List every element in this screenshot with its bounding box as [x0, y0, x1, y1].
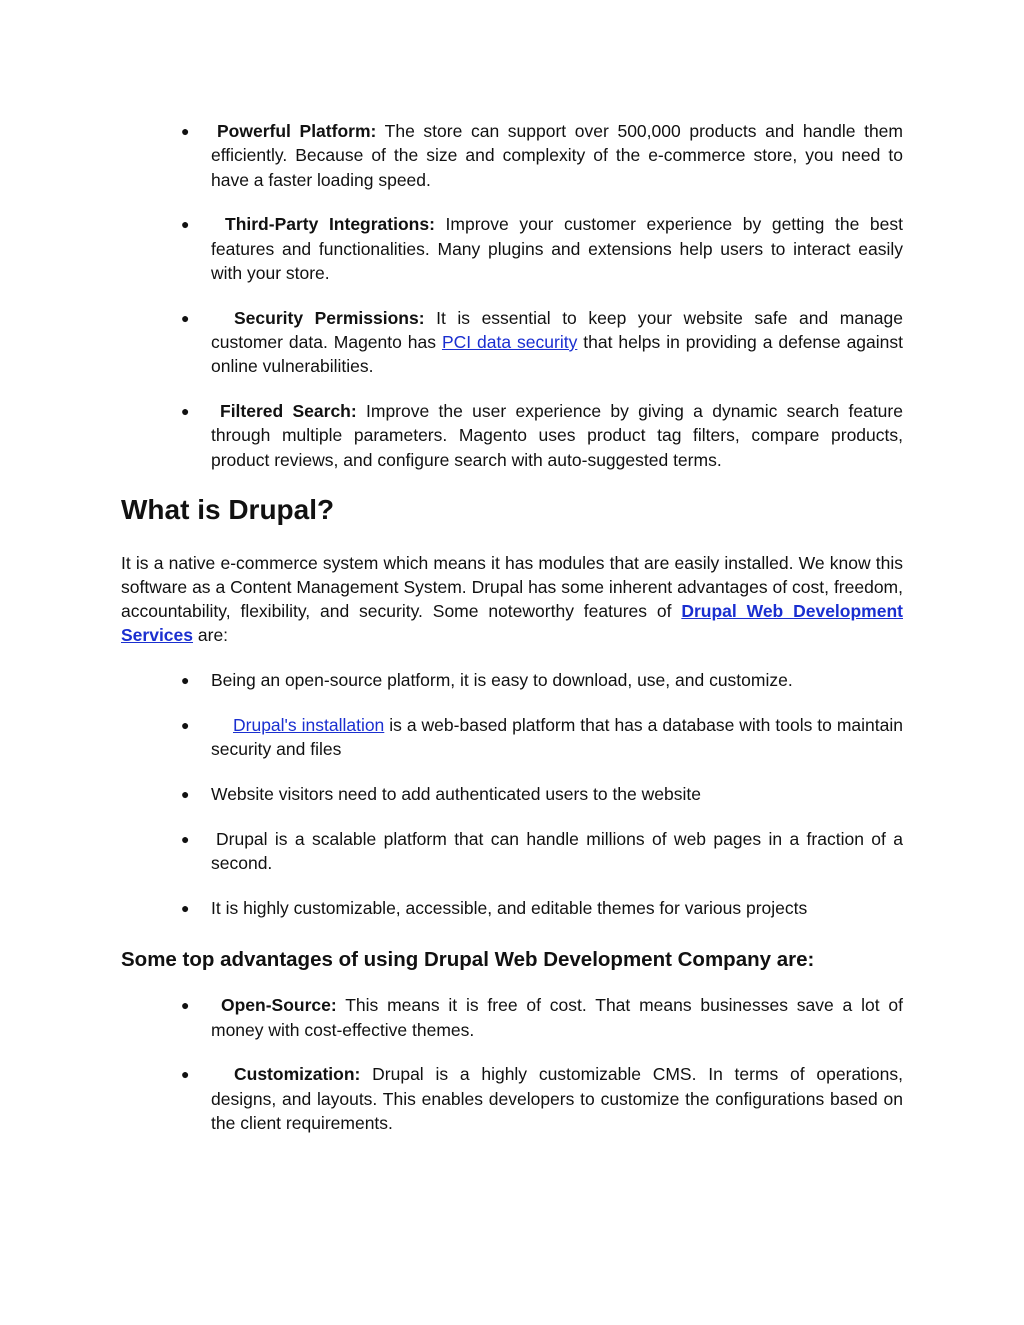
- advantage-term: Open-Source:: [221, 995, 337, 1016]
- feature-text: Drupal is a scalable platform that can handle millions of web pages in a fraction of a second.: [211, 828, 903, 874]
- drupal-features-list: [121, 668, 903, 920]
- pci-data-security-link[interactable]: PCI data security: [441, 332, 578, 353]
- bullet-icon: ●: [181, 216, 190, 233]
- feature-text: that helps in providing a defense against online vulnerabilities.: [211, 332, 904, 377]
- drupal-intro-paragraph: [121, 551, 903, 648]
- feature-term: Third-Party Integrations:: [225, 214, 435, 235]
- feature-term: Powerful Platform:: [217, 121, 377, 141]
- advantage-term: Customization:: [234, 1064, 361, 1085]
- bullet-icon: ●: [181, 123, 190, 139]
- list-item: [181, 306, 904, 379]
- drupal-web-development-services-link[interactable]: Drupal Web Development Services: [121, 601, 903, 646]
- bullet-icon: ●: [181, 309, 190, 326]
- bullet-icon: ●: [181, 1066, 190, 1083]
- drupal-section-title: What is Drupal?: [121, 493, 335, 525]
- feature-term: Security Permissions:: [234, 307, 425, 328]
- list-item: [181, 713, 903, 762]
- advantages-section-title: Some top advantages of using Drupal Web Development Company are:: [121, 948, 815, 972]
- bullet-icon: ●: [181, 403, 190, 420]
- list-item: [181, 668, 903, 692]
- bullet-icon: ●: [181, 997, 190, 1014]
- feature-text: It is essential to keep your website safe and manage customer data. Magento has: [211, 307, 903, 353]
- intro-text: are:: [193, 625, 229, 646]
- list-item: [181, 119, 903, 192]
- feature-text: The store can support over 500,000 products and handle them efficiently. Because of the size and complexity of the e-commerce store, you need to have a faster loading speed.: [211, 121, 903, 190]
- list-item: [181, 399, 903, 472]
- intro-text: It is a native e-commerce system which means it has modules that are easily installed. We know this software as a Content Management System. Drupal has some inherent advantages of cost, freedom, accountability, flexibility, and security. Some noteworthy features of: [121, 552, 903, 622]
- feature-text: Improve your customer experience by getting the best features and functionalities. Many plugins and extensions help users to interact easily with your store.: [211, 214, 903, 283]
- bullet-icon: ●: [181, 717, 190, 734]
- feature-text: Improve the user experience by giving a dynamic search feature through multiple parameters. Magento uses product tag filters, compare products, product reviews, and configure search with auto-suggested terms.: [211, 401, 903, 470]
- advantages-list: [121, 993, 903, 1135]
- feature-text: is a web-based platform that has a database with tools to maintain security and files: [211, 715, 903, 760]
- magento-features-list: [121, 119, 903, 472]
- bullet-icon: ●: [181, 900, 190, 917]
- feature-term: Filtered Search:: [220, 401, 357, 422]
- drupal-installation-link[interactable]: Drupal's installation: [233, 715, 385, 736]
- bullet-icon: ●: [181, 786, 190, 803]
- list-item: [181, 782, 903, 806]
- list-item: [181, 1062, 903, 1135]
- list-item: [181, 896, 903, 920]
- feature-text: Being an open-source platform, it is easy to download, use, and customize.: [211, 670, 793, 691]
- list-item: [181, 993, 903, 1042]
- feature-text: Website visitors need to add authenticated users to the website: [211, 784, 701, 805]
- list-item: [181, 212, 903, 285]
- list-item: [181, 827, 903, 876]
- bullet-icon: ●: [181, 672, 190, 689]
- bullet-icon: ●: [181, 830, 190, 847]
- feature-text: It is highly customizable, accessible, and editable themes for various projects: [211, 898, 808, 919]
- advantage-text: This means it is free of cost. That means businesses save a lot of money with cost-effective themes.: [211, 995, 903, 1040]
- advantage-text: Drupal is a highly customizable CMS. In terms of operations, designs, and layouts. This enables developers to customize the configurations based on the client requirements.: [211, 1064, 903, 1134]
